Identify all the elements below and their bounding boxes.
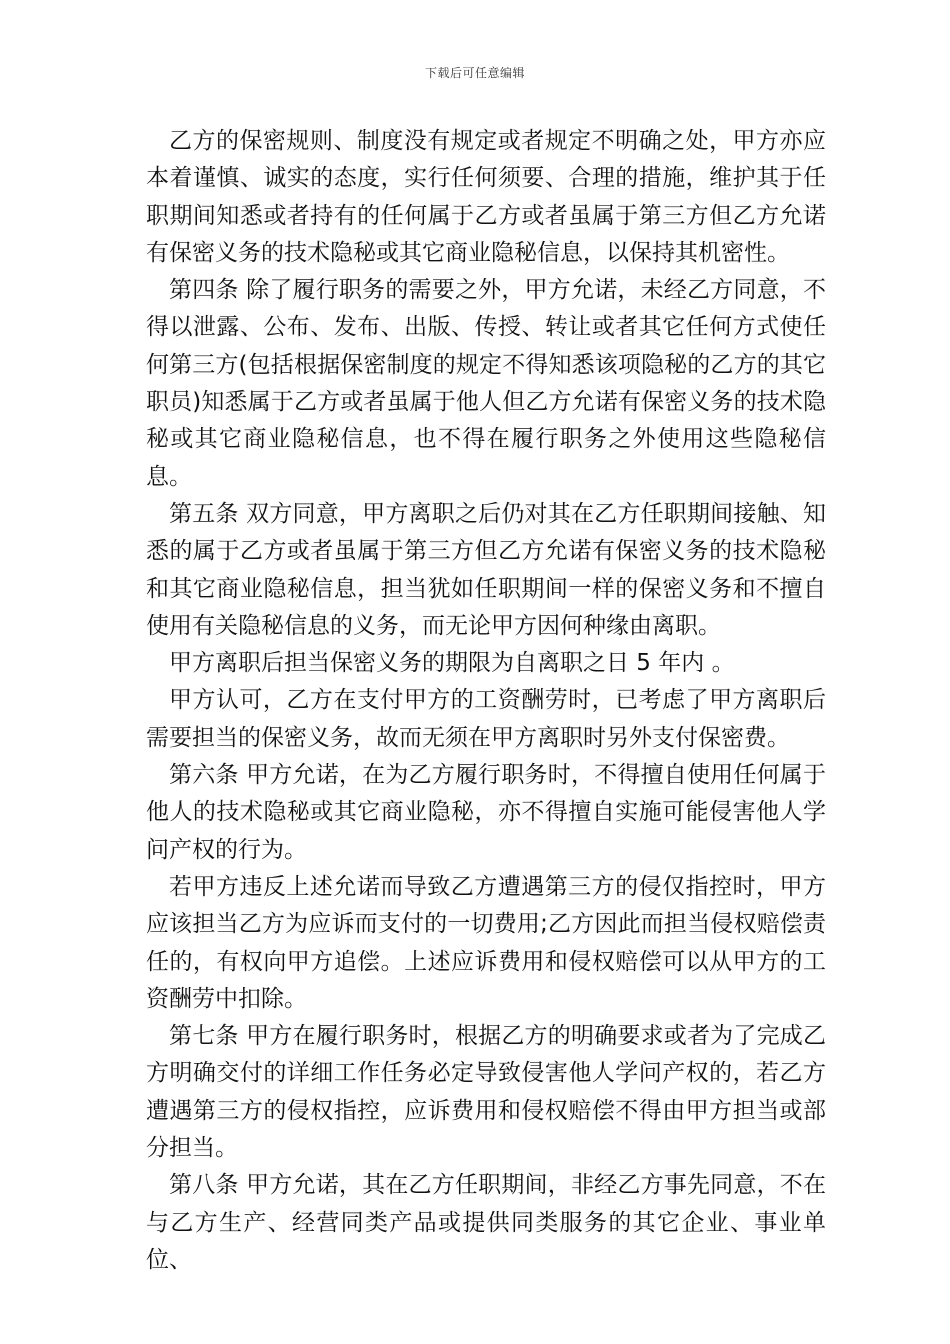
header-note: 下载后可任意编辑 [424, 66, 525, 80]
paragraph: 甲方认可，乙方在支付甲方的工资酬劳时，已考虑了甲方离职后需要担当的保密义务，故而无须在甲方离职时另外支付保密费。 [146, 687, 826, 751]
paragraph-article-4: 第四条 除了履行职务的需要之外，甲方允诺，未经乙方同意，不得以泄露、公布、发布、出版、传授、转让或者其它任何方式使任何第三方(包括根据保密制度的规定不得知悉该项隐秘的乙方的其它职员)知悉属于乙方或者虽属于他人但乙方允诺有保密义务的技术隐秘或其它商业隐秘信息，也不得在履行职务之外使用这些隐秘信息。 [146, 277, 826, 490]
document-body [146, 123, 826, 1279]
paragraph-article-7: 第七条 甲方在履行职务时，根据乙方的明确要求或者为了完成乙方明确交付的详细工作任务必定导致侵害他人学问产权的，若乙方遭遇第三方的侵权指控，应诉费用和侵权赔偿不得由甲方担当或部分担当。 [146, 1023, 826, 1162]
paragraph: 若甲方违反上述允诺而导致乙方遭遇第三方的侵仅指控时，甲方应该担当乙方为应诉而支付的一切费用;乙方因此而担当侵权赔偿责任的，有权向甲方追偿。上述应诉费用和侵权赔偿可以从甲方的工资酬劳中扣除。 [146, 873, 826, 1012]
paragraph: 乙方的保密规则、制度没有规定或者规定不明确之处，甲方亦应本着谨慎、诚实的态度，实行任何须要、合理的措施，维护其于任职期间知悉或者持有的任何属于乙方或者虽属于第三方但乙方允诺有保密义务的技术隐秘或其它商业隐秘信息，以保持其机密性。 [146, 128, 826, 266]
paragraph-article-5: 第五条 双方同意，甲方离职之后仍对其在乙方任职期间接触、知悉的属于乙方或者虽属于第三方但乙方允诺有保密义务的技术隐秘和其它商业隐秘信息，担当犹如任职期间一样的保密义务和不擅自使用有关隐秘信息的义务，而无论甲方因何种缘由离职。 [146, 500, 826, 639]
paragraph-article-6: 第六条 甲方允诺，在为乙方履行职务时，不得擅自使用任何属于他人的技术隐秘或其它商业隐秘，亦不得擅自实施可能侵害他人学问产权的行为。 [146, 762, 826, 863]
paragraph: 甲方离职后担当保密义务的期限为自离职之日 5 年内 。 [169, 650, 735, 677]
paragraph-article-8: 第八条 甲方允诺，其在乙方任职期间，非经乙方事先同意，不在与乙方生产、经营同类产品或提供同类服务的其它企业、事业单位、 [146, 1172, 826, 1273]
